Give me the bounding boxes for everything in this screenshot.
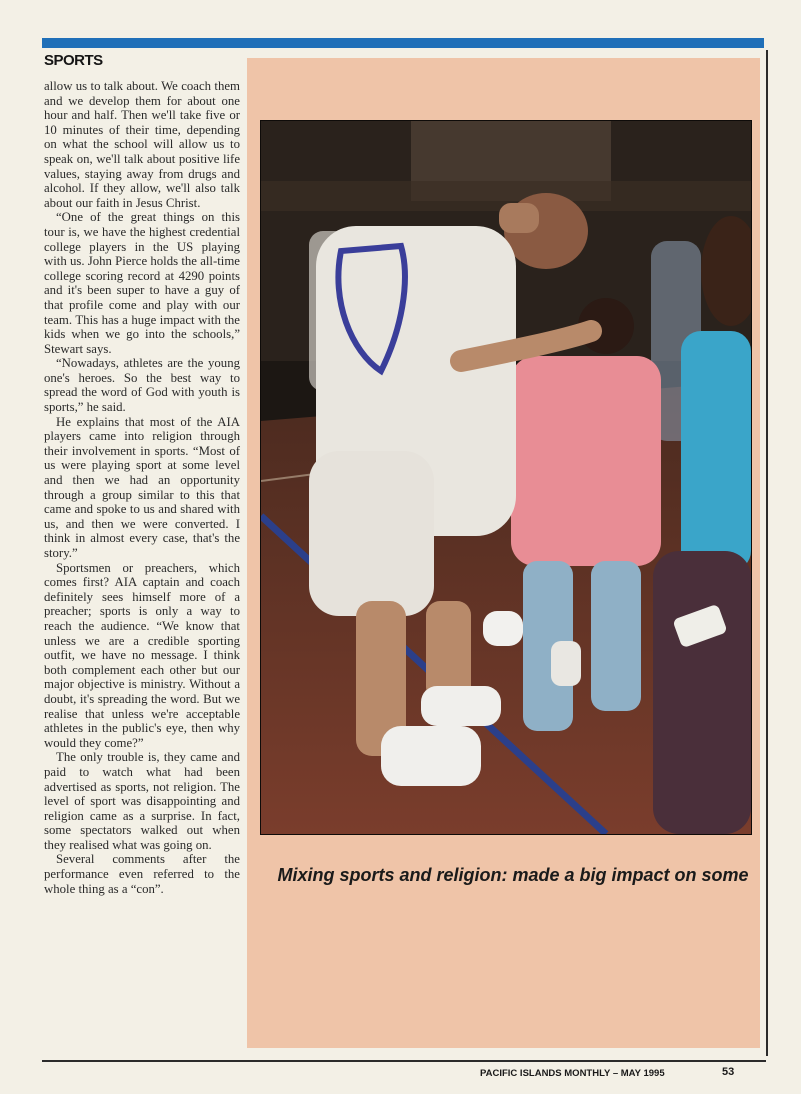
header-accent-bar [42, 38, 764, 48]
article-paragraph-6: The only trouble is, they came and paid to watch what had been advertised as sports, not religion. The level of sport was disappointing and religion came as a surprise. In fact, some spectators walked out when they realised what was going on. [44, 750, 240, 852]
article-paragraph-2: “One of the great things on this tour is, we have the highest credential college players in the US playing with us. John Pierce holds the all-time college scoring record at 4290 points and it's been super to have a guy of that profile come and play with our team. This has a huge impact with the kids when we go into the schools,” Stewart says. [44, 210, 240, 356]
right-rule [766, 50, 768, 1056]
page-number: 53 [722, 1066, 735, 1078]
article-column [44, 79, 240, 896]
footer-publication: PACIFIC ISLANDS MONTHLY – MAY 1995 [480, 1068, 665, 1079]
article-paragraph-3: “Nowadays, athletes are the young one's heroes. So the best way to spread the word of God with youth is sports,” he said. [44, 356, 240, 415]
photo [260, 120, 752, 835]
footer-rule [42, 1060, 766, 1062]
photo-caption: Mixing sports and religion: made a big impact on some [277, 865, 749, 885]
article-paragraph-4: He explains that most of the AIA players came into religion through their involvement in sports. “Most of us were playing sport at some level and then we had an opportunity through a group similar to this that came and spoke to us and shared with us, and then we were converted. I think in almost every case, that's the story.” [44, 414, 240, 560]
article-paragraph-1: allow us to talk about. We coach them and we develop them for about one hour and half. Then we'll take five or 10 minutes of their time, depending on what the school will allow us to speak on, we'll talk about positive life values, staying away from drugs and alcohol. If they allow, we'll also talk about our faith in Jesus Christ. [44, 79, 240, 210]
photo-illustration [261, 121, 751, 834]
article-paragraph-5: Sportsmen or preachers, which comes first? AIA captain and coach definitely sees himself more of a preacher; sports is only a way to reach the audience. “We know that unless we are a credible sporting outfit, we have no message. I think both complement each other but our major objective is ministry. Without a doubt, it's spreading the word. But we realise that unless we're acceptable athletes in the public's eye, then why would they come?” [44, 560, 240, 750]
section-label: SPORTS [44, 52, 103, 69]
article-paragraph-7: Several comments after the performance even referred to the whole thing as a “con”. [44, 852, 240, 896]
